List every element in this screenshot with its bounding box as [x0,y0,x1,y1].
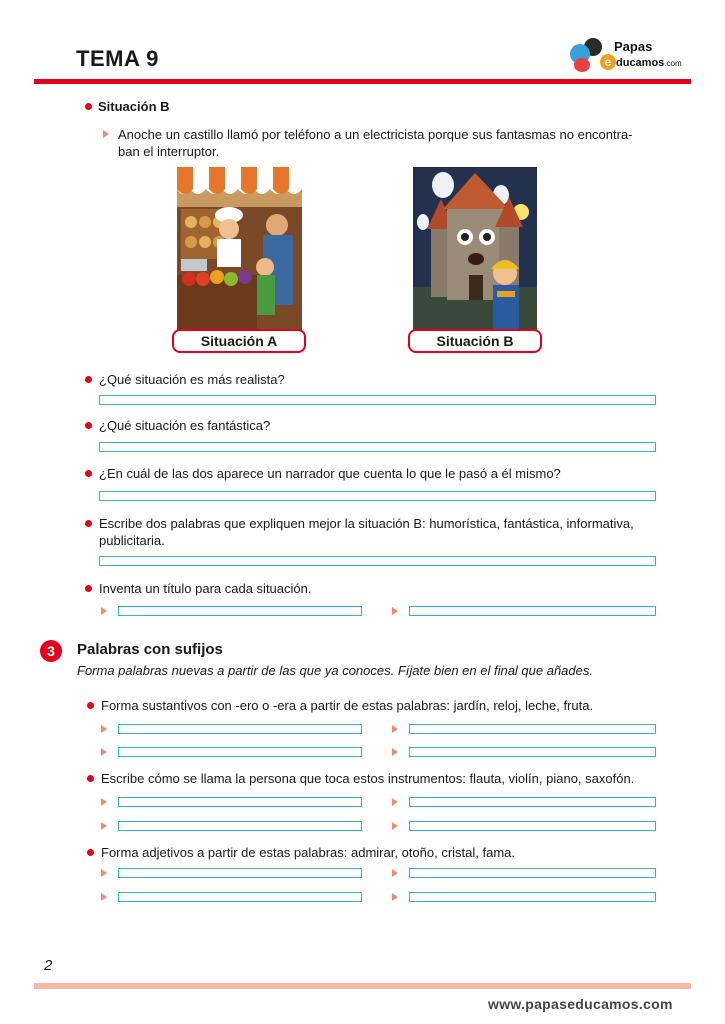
section-subtitle: Forma palabras nuevas a partir de las que ya conoces. Fíjate bien en el final que añades. [77,663,593,678]
bullet-icon [85,470,92,477]
answer-line[interactable] [118,606,362,616]
answer-line[interactable] [409,724,656,734]
footer-divider [34,983,691,989]
arrow-icon [392,725,398,733]
answer-line[interactable] [409,797,656,807]
question-text: ¿Qué situación es más realista? [99,372,285,387]
answer-line[interactable] [99,491,656,501]
answer-line[interactable] [118,892,362,902]
bullet-icon [87,775,94,782]
exercise-text: Escribe cómo se llama la persona que toca estos instrumentos: flauta, violín, piano, saxofón. [101,771,635,786]
arrow-icon [101,607,107,615]
answer-line[interactable] [118,821,362,831]
arrow-icon [103,130,109,138]
arrow-icon [392,748,398,756]
answer-line[interactable] [99,395,656,405]
arrow-icon [392,822,398,830]
logo-kid-icon [574,58,590,72]
answer-line[interactable] [118,747,362,757]
arrow-icon [101,725,107,733]
bullet-icon [87,849,94,856]
question-text: Escribe dos palabras que expliquen mejor la situación B: humorística, fantástica, informativa, publicitaria. [99,516,634,548]
answer-line[interactable] [409,868,656,878]
situation-a-label: Situación A [172,329,306,353]
answer-line[interactable] [99,556,656,566]
logo-e-icon: e [600,54,616,70]
answer-line[interactable] [118,797,362,807]
logo-text-bottom: ducamos.com [616,57,682,69]
question-text: ¿Qué situación es fantástica? [99,418,271,433]
arrow-icon [101,822,107,830]
situation-b-image [413,167,537,330]
arrow-icon [101,869,107,877]
header-divider [34,79,691,84]
page-title: TEMA 9 [76,46,159,71]
answer-line[interactable] [99,442,656,452]
situation-b-heading: Situación B [98,99,170,114]
arrow-icon [101,893,107,901]
bullet-icon [85,422,92,429]
arrow-icon [101,748,107,756]
situation-b-text: Anoche un castillo llamó por teléfono a un electricista porque sus fantasmas no encontra- ban el interruptor. [118,127,633,159]
section-number-badge: 3 [40,640,62,662]
papaseducamos-logo[interactable] [570,38,690,76]
answer-line[interactable] [409,747,656,757]
section-title: Palabras con sufijos [77,641,223,658]
situation-a-image [177,167,302,330]
arrow-icon [392,607,398,615]
bullet-icon [85,103,92,110]
arrow-icon [392,869,398,877]
answer-line[interactable] [409,892,656,902]
question-text: ¿En cuál de las dos aparece un narrador que cuenta lo que le pasó a él mismo? [99,466,561,481]
arrow-icon [392,893,398,901]
answer-line[interactable] [409,606,656,616]
arrow-icon [392,798,398,806]
answer-line[interactable] [118,868,362,878]
bullet-icon [87,702,94,709]
bullet-icon [85,376,92,383]
answer-line[interactable] [409,821,656,831]
question-text: Inventa un título para cada situación. [99,581,312,596]
page-number: 2 [44,957,53,974]
footer-url-link[interactable]: www.papaseducamos.com [488,996,673,1012]
bullet-icon [85,585,92,592]
situation-b-label: Situación B [408,329,542,353]
arrow-icon [101,798,107,806]
exercise-text: Forma sustantivos con -ero o -era a partir de estas palabras: jardín, reloj, leche, fruta. [101,698,594,713]
exercise-text: Forma adjetivos a partir de estas palabras: admirar, otoño, cristal, fama. [101,845,516,860]
bullet-icon [85,520,92,527]
answer-line[interactable] [118,724,362,734]
logo-text-top: Papas [614,39,653,54]
